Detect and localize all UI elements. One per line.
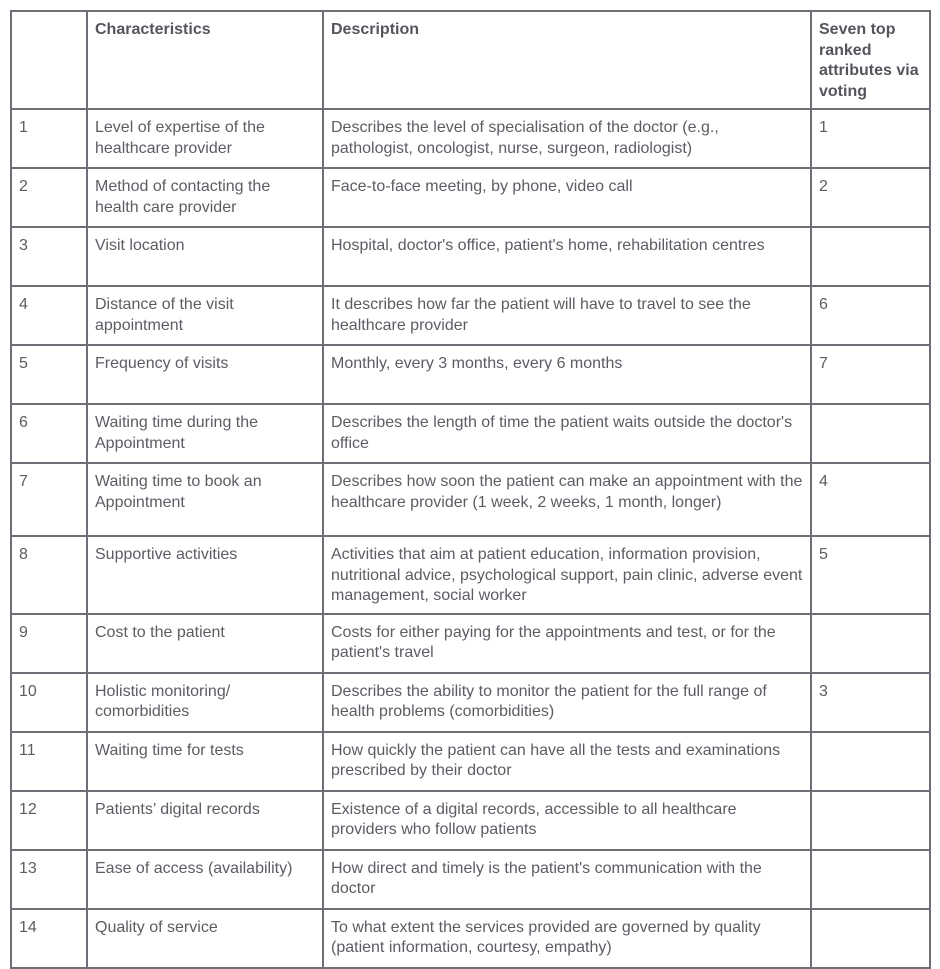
table-row <box>11 791 930 850</box>
row-rank <box>811 227 930 286</box>
row-characteristic: Method of contacting the health care provider <box>87 168 323 227</box>
row-description: Describes the level of specialisation of the doctor (e.g., pathologist, oncologist, nurse, surgeon, radiologist) <box>323 109 811 168</box>
row-rank: 4 <box>811 463 930 536</box>
table-row <box>11 109 930 168</box>
row-rank: 2 <box>811 168 930 227</box>
row-rank <box>811 404 930 463</box>
row-number: 13 <box>11 850 87 909</box>
row-number: 4 <box>11 286 87 345</box>
row-number: 5 <box>11 345 87 404</box>
row-rank: 3 <box>811 673 930 732</box>
row-number: 9 <box>11 614 87 673</box>
row-rank: 6 <box>811 286 930 345</box>
row-description: Costs for either paying for the appointments and test, or for the patient's travel <box>323 614 811 673</box>
table-row <box>11 345 930 404</box>
table-row <box>11 850 930 909</box>
table-row <box>11 463 930 536</box>
row-characteristic: Holistic monitoring/ comorbidities <box>87 673 323 732</box>
row-rank <box>811 791 930 850</box>
row-number: 7 <box>11 463 87 536</box>
attributes-table <box>10 10 931 969</box>
header-description: Description <box>323 11 811 109</box>
row-characteristic: Patients’ digital records <box>87 791 323 850</box>
row-description: Monthly, every 3 months, every 6 months <box>323 345 811 404</box>
row-description: How quickly the patient can have all the tests and examinations prescribed by their doctor <box>323 732 811 791</box>
table-row <box>11 286 930 345</box>
row-description: Face-to-face meeting, by phone, video call <box>323 168 811 227</box>
row-characteristic: Waiting time for tests <box>87 732 323 791</box>
row-characteristic: Quality of service <box>87 909 323 968</box>
row-characteristic: Waiting time during the Appointment <box>87 404 323 463</box>
table-row <box>11 614 930 673</box>
row-number: 6 <box>11 404 87 463</box>
row-description: Activities that aim at patient education, information provision, nutritional advice, psychological support, pain clinic, adverse event management, social worker <box>323 536 811 614</box>
row-characteristic: Ease of access (availability) <box>87 850 323 909</box>
row-number: 2 <box>11 168 87 227</box>
row-characteristic: Waiting time to book an Appointment <box>87 463 323 536</box>
row-characteristic: Visit location <box>87 227 323 286</box>
row-description: Existence of a digital records, accessible to all healthcare providers who follow patients <box>323 791 811 850</box>
row-characteristic: Level of expertise of the healthcare provider <box>87 109 323 168</box>
table-row <box>11 227 930 286</box>
row-description: Describes the ability to monitor the patient for the full range of health problems (comorbidities) <box>323 673 811 732</box>
header-rank: Seven top ranked attributes via voting <box>811 11 930 109</box>
row-characteristic: Distance of the visit appointment <box>87 286 323 345</box>
table-row <box>11 909 930 968</box>
row-rank <box>811 850 930 909</box>
row-characteristic: Cost to the patient <box>87 614 323 673</box>
row-description: To what extent the services provided are governed by quality (patient information, courtesy, empathy) <box>323 909 811 968</box>
row-number: 3 <box>11 227 87 286</box>
table-row <box>11 404 930 463</box>
row-rank: 7 <box>811 345 930 404</box>
row-description: How direct and timely is the patient's communication with the doctor <box>323 850 811 909</box>
row-description: Hospital, doctor's office, patient's home, rehabilitation centres <box>323 227 811 286</box>
row-rank <box>811 909 930 968</box>
table-row <box>11 536 930 614</box>
row-description: It describes how far the patient will have to travel to see the healthcare provider <box>323 286 811 345</box>
row-rank <box>811 614 930 673</box>
row-rank: 5 <box>811 536 930 614</box>
row-rank: 1 <box>811 109 930 168</box>
table-row <box>11 168 930 227</box>
header-row <box>11 11 930 109</box>
header-characteristics: Characteristics <box>87 11 323 109</box>
row-number: 12 <box>11 791 87 850</box>
header-number <box>11 11 87 109</box>
table-row <box>11 673 930 732</box>
row-number: 1 <box>11 109 87 168</box>
row-number: 10 <box>11 673 87 732</box>
row-number: 11 <box>11 732 87 791</box>
row-description: Describes how soon the patient can make an appointment with the healthcare provider (1 week, 2 weeks, 1 month, longer) <box>323 463 811 536</box>
row-description: Describes the length of time the patient waits outside the doctor's office <box>323 404 811 463</box>
row-number: 14 <box>11 909 87 968</box>
row-number: 8 <box>11 536 87 614</box>
row-characteristic: Supportive activities <box>87 536 323 614</box>
row-characteristic: Frequency of visits <box>87 345 323 404</box>
table-row <box>11 732 930 791</box>
row-rank <box>811 732 930 791</box>
